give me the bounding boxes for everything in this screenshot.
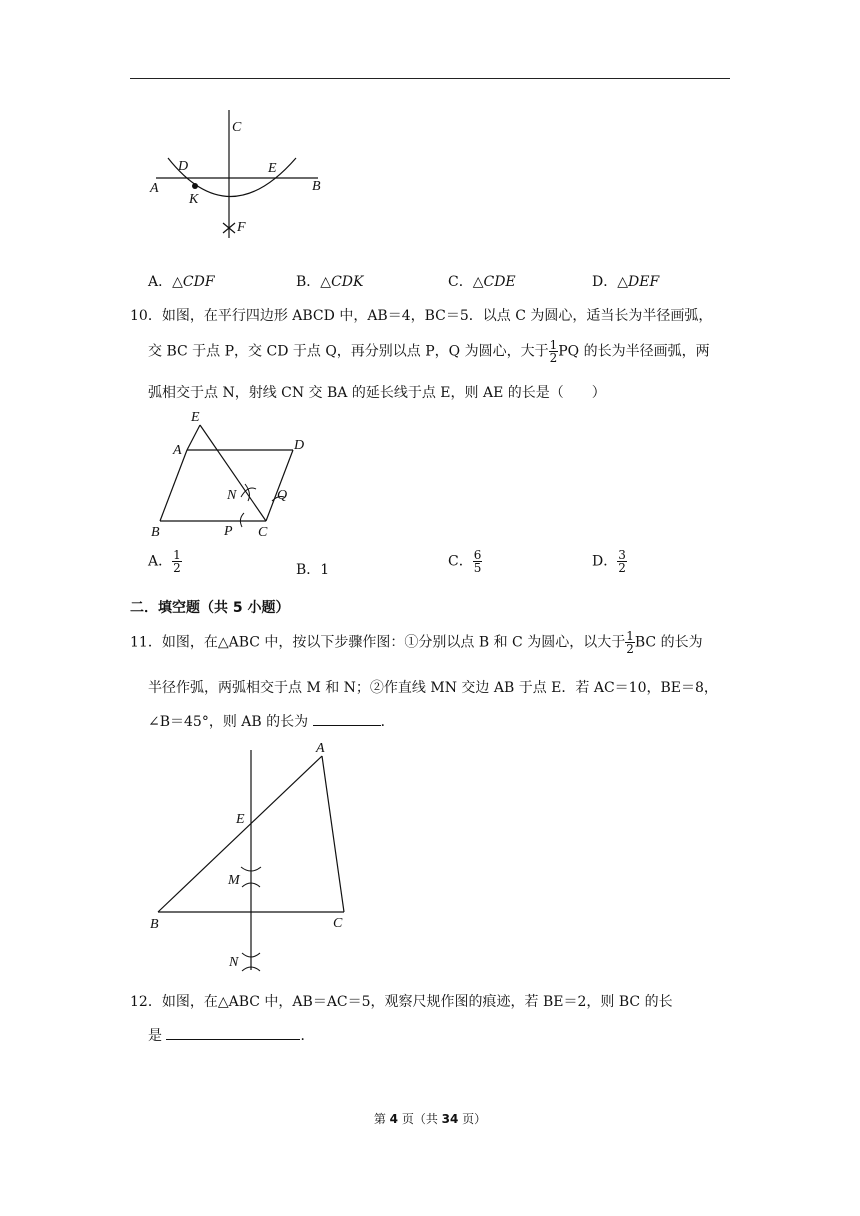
- q9-figure: [140, 100, 340, 250]
- label-f: F: [237, 220, 246, 235]
- q10-number: 10．: [130, 308, 162, 324]
- q10-line-3: 弧相交于点 N，射线 CN 交 BA 的延长线于点 E，则 AE 的长是（ ）: [148, 385, 606, 401]
- q10-option-a: A． $\frac{1}{2}$: [148, 548, 181, 575]
- arc-p: [240, 513, 244, 527]
- page-footer: 第 4 页（共 34 页）: [373, 1112, 487, 1126]
- q11-number: 11．: [130, 634, 162, 651]
- q9-option-b: B．△CDK: [296, 274, 364, 290]
- label-d: D: [294, 438, 305, 453]
- q10-options: [148, 549, 748, 587]
- label-c: C: [232, 120, 242, 135]
- q11-line-3: ∠B＝45°，则 AB 的长为 ．: [148, 711, 395, 731]
- q9-option-d: D．△DEF: [592, 274, 660, 290]
- ray-ce: [200, 425, 266, 521]
- label-c: C: [333, 916, 343, 931]
- q12-line-2: 是 ．: [148, 1025, 314, 1045]
- q11-line-1: 11．如图，在△ABC 中，按以下步骤作图：①分别以点 B 和 C 为圆心，以大于 $\frac{1}{2}$ BC 的长为: [130, 629, 703, 656]
- q12-number: 12．: [130, 994, 162, 1010]
- label-a: A: [173, 443, 182, 458]
- segment-ba: [158, 756, 322, 912]
- label-n: N: [227, 488, 237, 503]
- q9-options: [148, 271, 748, 297]
- q9-option-c: C．△CDE: [448, 274, 516, 290]
- q12-line-1: 12．如图，在△ABC 中，AB＝AC＝5，观察尺规作图的痕迹，若 BE＝2，则 BC 的长: [130, 994, 673, 1010]
- label-e: E: [191, 410, 200, 425]
- segment-ba: [160, 450, 187, 521]
- q11-answer-blank[interactable]: [313, 711, 381, 726]
- q12-answer-blank[interactable]: [166, 1025, 300, 1040]
- q10-line-1: [130, 305, 712, 325]
- q10-option-b: B．1: [296, 562, 330, 578]
- label-n: N: [229, 955, 239, 970]
- label-d: D: [178, 159, 189, 174]
- q11-line-2: 半径作弧，两弧相交于点 M 和 N；②作直线 MN 交边 AB 于点 E．若 AC＝10，BE＝8，: [148, 680, 718, 696]
- label-q: Q: [277, 488, 288, 503]
- q11-fraction: $\frac{1}{2}$: [626, 629, 634, 656]
- label-e: E: [268, 161, 277, 176]
- q11-figure: [140, 735, 360, 980]
- segment-ae: [187, 425, 200, 450]
- label-b: B: [312, 179, 321, 194]
- q10-line-2: 交 BC 于点 P，交 CD 于点 Q，再分别以点 P，Q 为圆心，大于 $\frac{1}{2}$ PQ 的长为半径画弧，两: [148, 338, 710, 365]
- total-pages: 34: [441, 1112, 459, 1126]
- label-b: B: [150, 917, 159, 932]
- q10-option-d: D． $\frac{3}{2}$: [592, 548, 626, 575]
- label-b: B: [151, 525, 160, 540]
- segment-cd: [266, 450, 293, 521]
- label-c: C: [258, 525, 268, 540]
- label-e: E: [236, 812, 245, 827]
- segment-ac: [322, 756, 344, 912]
- current-page: 4: [389, 1112, 398, 1126]
- label-m: M: [228, 873, 240, 888]
- header-rule: [130, 78, 730, 79]
- label-a: A: [316, 741, 325, 756]
- label-k: K: [189, 192, 199, 207]
- q10-text-1: 如图，在平行四边形 ABCD 中，AB＝4，BC＝5．以点 C 为圆心，适当长为半径画弧，: [161, 308, 713, 324]
- q10-figure: [140, 405, 320, 545]
- q9-option-a: A．△CDF: [148, 274, 215, 290]
- q10-fraction: $\frac{1}{2}$: [549, 338, 558, 365]
- label-p: P: [224, 524, 233, 539]
- arc-n-2: [245, 484, 249, 501]
- q10-option-c: C． $\frac{6}{5}$: [448, 548, 482, 575]
- label-a: A: [150, 181, 159, 196]
- section-title: 二．填空题（共 5 小题）: [130, 600, 290, 616]
- point-k: [192, 183, 198, 189]
